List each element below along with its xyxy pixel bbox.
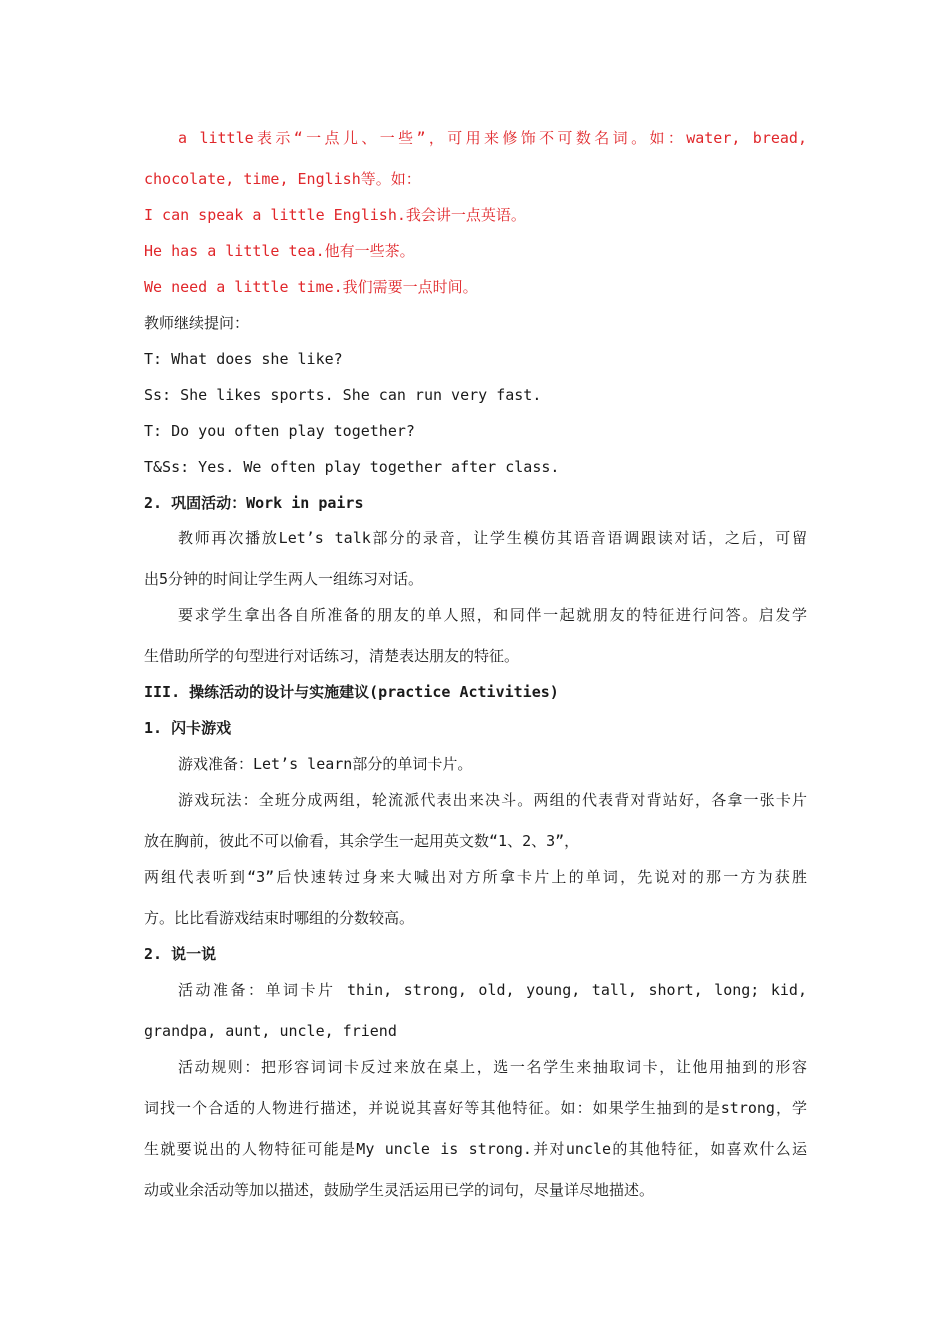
- example-sentence: He has a little tea.他有一些茶。: [144, 242, 415, 260]
- example-sentence: I can speak a little English.我会讲一点英语。: [144, 206, 526, 224]
- paragraph-line: a little表示“一点儿、一些”，可用来修饰不可数名词。如：water, bread,: [178, 129, 807, 147]
- dialogue-line: T: Do you often play together?: [144, 422, 415, 440]
- example-sentence: We need a little time.我们需要一点时间。: [144, 278, 478, 296]
- subsection-heading: 2. 说一说: [144, 945, 217, 963]
- paragraph-line: 游戏准备：Let’s learn部分的单词卡片。: [178, 755, 473, 773]
- paragraph-line: 两组代表听到“3”后快速转过身来大喊出对方所拿卡片上的单词，先说对的那一方为获胜: [144, 868, 807, 886]
- paragraph-line: 方。比比看游戏结束时哪组的分数较高。: [144, 909, 415, 927]
- subsection-heading: 1. 闪卡游戏: [144, 719, 232, 737]
- paragraph-line: 生就要说出的人物特征可能是My uncle is strong.并对uncle的其他特征，如喜欢什么运: [144, 1140, 807, 1158]
- paragraph-line: 教师再次播放Let’s talk部分的录音，让学生模仿其语音语调跟读对话，之后，可留: [178, 529, 807, 547]
- paragraph-line: 游戏玩法：全班分成两组，轮流派代表出来决斗。两组的代表背对背站好，各拿一张卡片: [178, 791, 807, 809]
- dialogue-line: Ss: She likes sports. She can run very fast.: [144, 386, 542, 404]
- paragraph-line: 放在胸前，彼此不可以偷看，其余学生一起用英文数“1、2、3”，: [144, 832, 580, 850]
- paragraph-line: 活动准备：单词卡片 thin, strong, old, young, tall, short, long; kid,: [178, 981, 807, 999]
- paragraph-line: 词找一个合适的人物进行描述，并说说其喜好等其他特征。如：如果学生抽到的是strong，学: [144, 1099, 807, 1117]
- paragraph-line: chocolate, time, English等。如：: [144, 170, 421, 188]
- paragraph-line: 要求学生拿出各自所准备的朋友的单人照，和同伴一起就朋友的特征进行问答。启发学: [178, 606, 807, 624]
- paragraph-line: 生借助所学的句型进行对话练习，清楚表达朋友的特征。: [144, 647, 520, 665]
- paragraph-line: grandpa, aunt, uncle, friend: [144, 1022, 397, 1040]
- section-heading: 2. 巩固活动：Work in pairs: [144, 494, 364, 512]
- paragraph-line: 活动规则：把形容词词卡反过来放在桌上，选一名学生来抽取词卡，让他用抽到的形容: [178, 1058, 807, 1076]
- paragraph-line: 出5分钟的时间让学生两人一组练习对话。: [144, 570, 424, 588]
- section-heading: III. 操练活动的设计与实施建议(practice Activities): [144, 683, 559, 701]
- dialogue-line: T: What does she like?: [144, 350, 343, 368]
- dialogue-line: T&Ss: Yes. We often play together after class.: [144, 458, 560, 476]
- paragraph-line: 教师继续提问：: [144, 314, 250, 332]
- paragraph-line: 动或业余活动等加以描述，鼓励学生灵活运用已学的词句，尽量详尽地描述。: [144, 1181, 655, 1199]
